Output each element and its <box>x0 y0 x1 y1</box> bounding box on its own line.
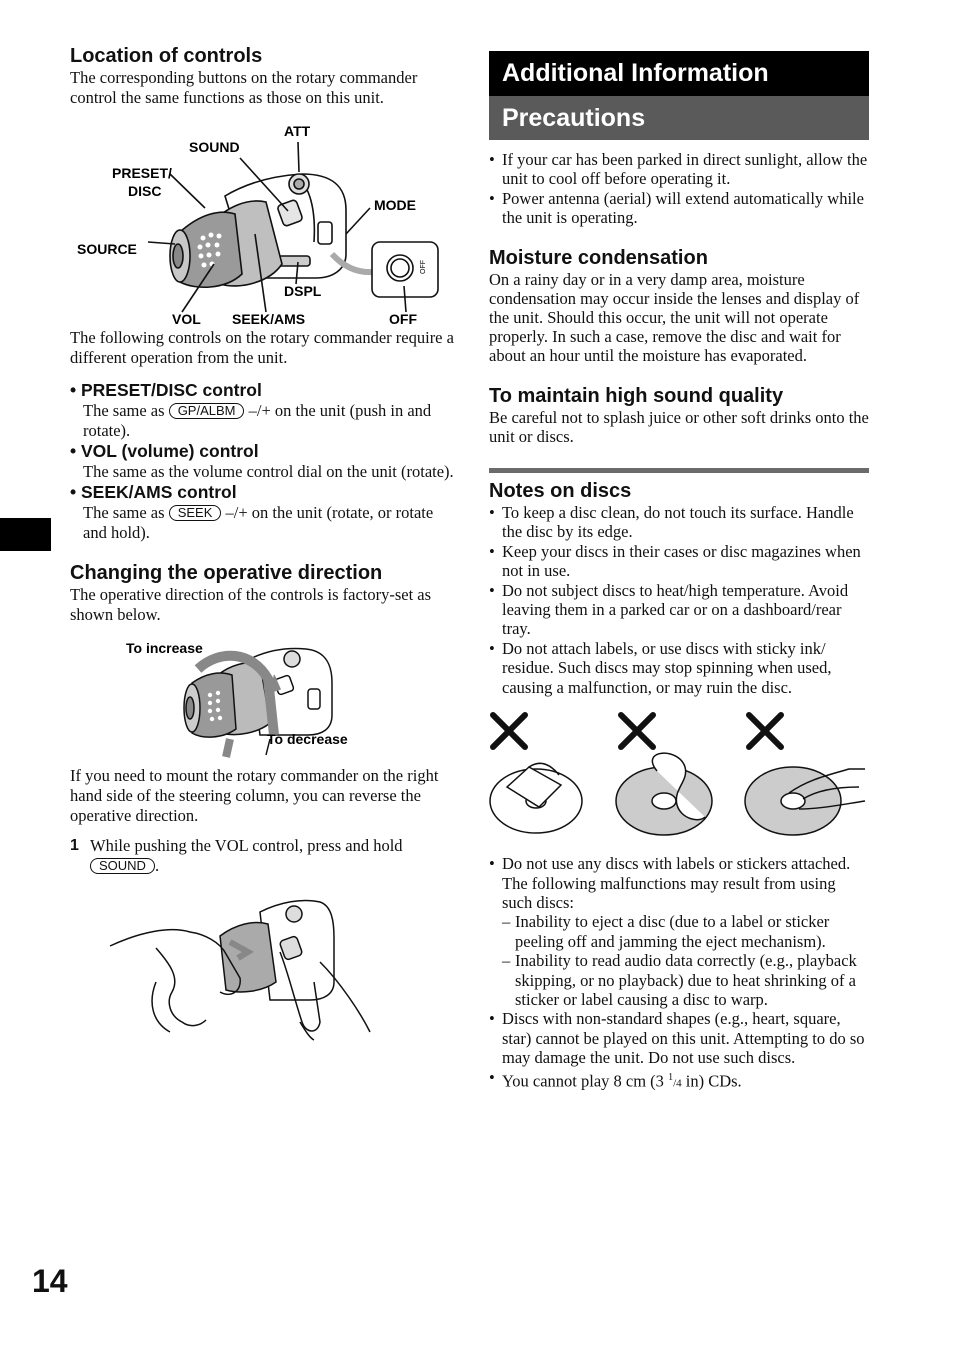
sound-quality-body: Be careful not to splash juice or other soft drinks onto the unit or discs. <box>489 407 869 446</box>
discs-list <box>489 503 869 697</box>
banner-additional-information: Additional Information <box>489 51 869 96</box>
control-text: The same as <box>83 401 165 420</box>
controls-list <box>70 380 455 543</box>
label-source: SOURCE <box>77 241 137 257</box>
page-number: 14 <box>32 1263 68 1299</box>
labels-list <box>489 854 869 1093</box>
precautions-list <box>489 150 869 228</box>
control-title: PRESET/DISC control <box>81 380 262 400</box>
cd-note-text: You cannot play 8 cm (3 <box>502 1071 669 1091</box>
list-item: • Keep your discs in their cases or disc magazines when not in use. <box>489 542 869 581</box>
control-item-seek: • SEEK/AMS control The same as SEEK –/+ on the unit (rotate, or rotate and hold). <box>70 482 434 542</box>
list-item <box>489 1068 869 1094</box>
disc-illustrations <box>489 709 869 844</box>
fraction-numerator: 1 <box>668 1071 674 1083</box>
fraction-denominator: /4 <box>673 1077 682 1090</box>
list-item: • If your car has been parked in direct sunlight, allow the unit to cool off before operating it. <box>489 150 869 189</box>
moisture-body: On a rainy day or in a very damp area, moisture condensation may occur inside the lenses and display of the unit. Should this occur, the unit will not operate properly. In such a case, remove the disc and wait for about an hour until the moisture has evaporated. <box>489 269 860 366</box>
sound-quality-heading: To maintain high sound quality <box>489 384 784 407</box>
section-tab <box>0 518 51 551</box>
cd-note-text: in) CDs. <box>681 1071 742 1091</box>
location-heading: Location of controls <box>70 45 263 67</box>
step-1 <box>70 836 455 876</box>
list-item: • Do not subject discs to heat/high temperature. Avoid leaving them in a parked car or on a dashboard/rear tray. <box>489 581 869 639</box>
control-text: The same as <box>83 503 165 522</box>
hand-illustration <box>70 882 455 1042</box>
direction-body: The operative direction of the controls is factory-set as shown below. <box>70 585 432 624</box>
labels-follow: The following malfunctions may result from using such discs: <box>502 873 836 912</box>
list-item: – Inability to read audio data correctly (e.g., playback skipping, or no playback) due to heat shrinking of a sticker or label causing a disc to warp. <box>502 951 869 1009</box>
step-number: 1 <box>70 837 79 854</box>
right-column <box>489 51 869 1093</box>
key-gp-albm: GP/ALBM <box>169 403 245 419</box>
control-title: VOL (volume) control <box>81 441 259 461</box>
moisture-heading: Moisture condensation <box>489 246 708 269</box>
list-item: – Inability to eject a disc (due to a label or sticker peeling off and jamming the eject mechanism). <box>502 912 869 951</box>
key-sound: SOUND <box>90 858 155 874</box>
malfunction-list <box>502 912 869 1009</box>
label-mode: MODE <box>374 197 416 213</box>
discs-heading: Notes on discs <box>489 480 632 503</box>
list-item: • To keep a disc clean, do not touch its surface. Handle the disc by its edge. <box>489 503 869 542</box>
control-text: The same as the volume control dial on the unit (rotate). <box>83 462 454 481</box>
left-column <box>70 44 455 1042</box>
control-item-preset: • PRESET/DISC control The same as GP/ALBM –/+ on the unit (push in and rotate). <box>70 380 432 440</box>
label-to-decrease: To decrease <box>267 731 348 747</box>
label-dspl: DSPL <box>284 283 322 299</box>
direction-heading: Changing the operative direction <box>70 562 383 584</box>
section-divider <box>489 468 869 473</box>
label-vol: VOL <box>172 311 201 324</box>
list-item: • Do not attach labels, or use discs with sticky ink/ residue. Such discs may stop spinning when used, causing a malfunction, or may ruin the disc. <box>489 639 869 697</box>
step-end: . <box>154 856 160 875</box>
direction-diagram <box>70 635 455 760</box>
label-off: OFF <box>389 311 417 324</box>
control-title: SEEK/AMS control <box>81 482 237 502</box>
label-sound: SOUND <box>189 139 240 155</box>
label-disc: DISC <box>128 183 162 199</box>
location-body: The corresponding buttons on the rotary commander control the same functions as those on this unit. <box>70 68 418 107</box>
mount-text: If you need to mount the rotary commander on the right hand side of the steering column, you can reverse the operative direction. <box>70 766 439 825</box>
label-seek-ams: SEEK/AMS <box>232 311 306 324</box>
x-mark-icon <box>493 715 781 747</box>
label-att: ATT <box>284 123 311 139</box>
list-item <box>489 854 869 1009</box>
following-text: The following controls on the rotary commander require a different operation from the unit. <box>70 328 454 367</box>
list-item: • Discs with non-standard shapes (e.g., heart, square, star) cannot be played on this unit. Attempting to do so may damage the unit. Do not use such discs. <box>489 1009 869 1067</box>
key-seek: SEEK <box>169 505 222 521</box>
rotary-commander-diagram <box>70 114 455 324</box>
list-item: • Power antenna (aerial) will extend automatically while the unit is operating. <box>489 189 869 228</box>
banner-precautions: Precautions <box>489 96 869 140</box>
label-to-increase: To increase <box>126 640 203 656</box>
control-text: –/+ on the unit (push in and rotate). <box>83 401 432 440</box>
label-off-small: OFF <box>420 260 427 274</box>
control-text: –/+ on the unit (rotate, or rotate and hold). <box>83 503 434 542</box>
label-preset: PRESET/ <box>112 165 172 181</box>
labels-lead: • Do not use any discs with labels or stickers attached. <box>502 854 851 874</box>
step-text: While pushing the VOL control, press and hold <box>90 836 403 855</box>
control-item-vol: • VOL (volume) control The same as the volume control dial on the unit (rotate). <box>70 441 454 481</box>
